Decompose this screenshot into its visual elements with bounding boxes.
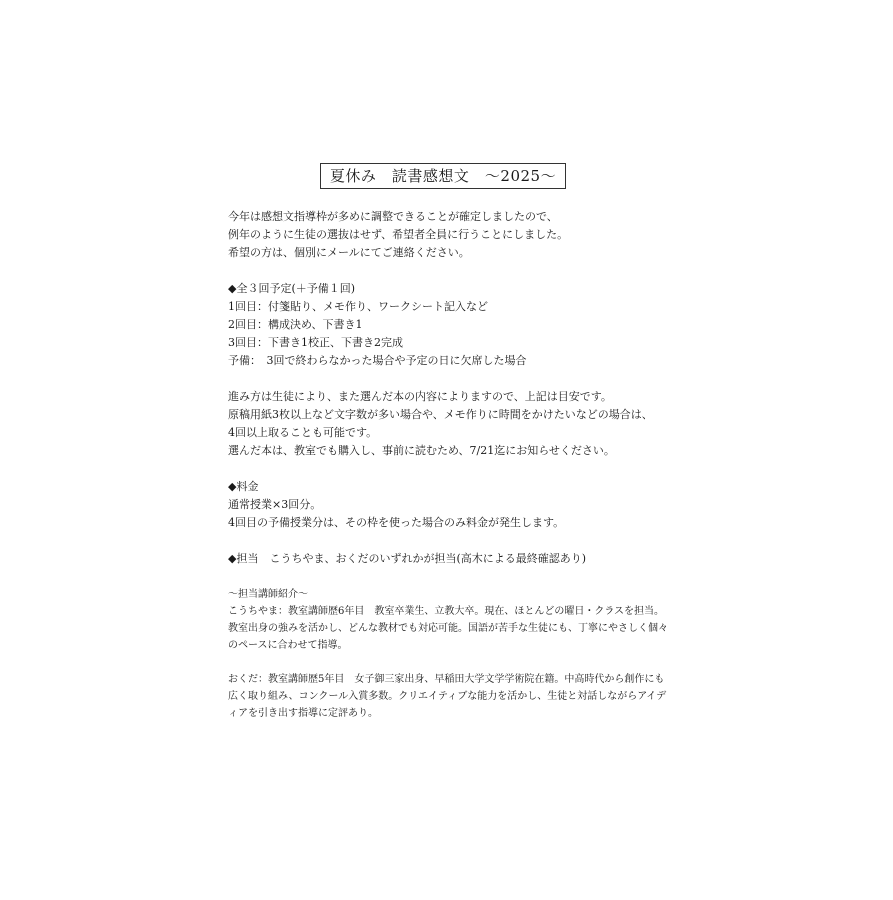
schedule-item: 3回目：下書き1校正、下書き2完成 xyxy=(228,336,403,349)
staff-heading: ◆担当 こうちやま、おくだのいずれかが担当(高木による最終確認あり) xyxy=(228,552,587,565)
note-line: 4回以上取ることも可能です。 xyxy=(228,426,378,439)
fee-heading: ◆料金 xyxy=(228,480,259,493)
intro-section xyxy=(228,208,668,262)
schedule-item: 1回目：付箋貼り、メモ作り、ワークシート記入など xyxy=(228,300,488,313)
fee-item: 通常授業×3回分。 xyxy=(228,498,322,511)
spacer xyxy=(228,654,668,671)
spacer xyxy=(228,262,668,280)
instructor-okuda: おくだ：教室講師歴5年目 女子御三家出身、早稲田大学文学学術院在籍。中高時代から創作にも広く取り組み、コンクール入賞多数。クリエイティブな能力を活かし、生徒と対話しながらアイディアを引き出す指導に定評あり。 xyxy=(228,674,667,719)
schedule-section xyxy=(228,280,668,370)
fee-section xyxy=(228,478,668,532)
intro-line: 希望の方は、個別にメールにてご連絡ください。 xyxy=(228,246,470,259)
spacer xyxy=(228,532,668,550)
instructors-heading: ～担当講師紹介～ xyxy=(228,589,308,600)
spacer xyxy=(228,370,668,388)
fee-item: 4回目の予備授業分は、その枠を使った場合のみ料金が発生します。 xyxy=(228,516,565,529)
instructors-section xyxy=(228,586,668,722)
spacer xyxy=(228,460,668,478)
intro-line: 例年のように生徒の選抜はせず、希望者全員に行うことにしました。 xyxy=(228,228,569,241)
document-body xyxy=(228,208,668,722)
spacer xyxy=(228,568,668,586)
schedule-heading: ◆全３回予定(＋予備１回) xyxy=(228,282,356,295)
note-line: 選んだ本は、教室でも購入し、事前に読むため、7/21迄にお知らせください。 xyxy=(228,444,615,457)
notes-section xyxy=(228,388,668,460)
note-line: 進み方は生徒により、また選んだ本の内容によりますので、上記は目安です。 xyxy=(228,390,612,403)
note-line: 原稿用紙3枚以上など文字数が多い場合や、メモ作りに時間をかけたいなどの場合は、 xyxy=(228,408,653,421)
intro-line: 今年は感想文指導枠が多めに調整できることが確定しましたので、 xyxy=(228,210,558,223)
document-title: 夏休み 読書感想文 ～2025～ xyxy=(320,163,566,189)
staff-section xyxy=(228,550,668,568)
instructor-kouchiyama: こうちやま：教室講師歴6年目 教室卒業生、立教大卒。現在、ほとんどの曜日・クラスを担当。教室出身の強みを活かし、どんな教材でも対応可能。国語が苦手な生徒にも、丁寧にやさしく個々のペースに合わせて指導。 xyxy=(228,606,668,651)
schedule-item: 2回目：構成決め、下書き1 xyxy=(228,318,363,331)
schedule-item: 予備： 3回で終わらなかった場合や予定の日に欠席した場合 xyxy=(228,354,527,367)
